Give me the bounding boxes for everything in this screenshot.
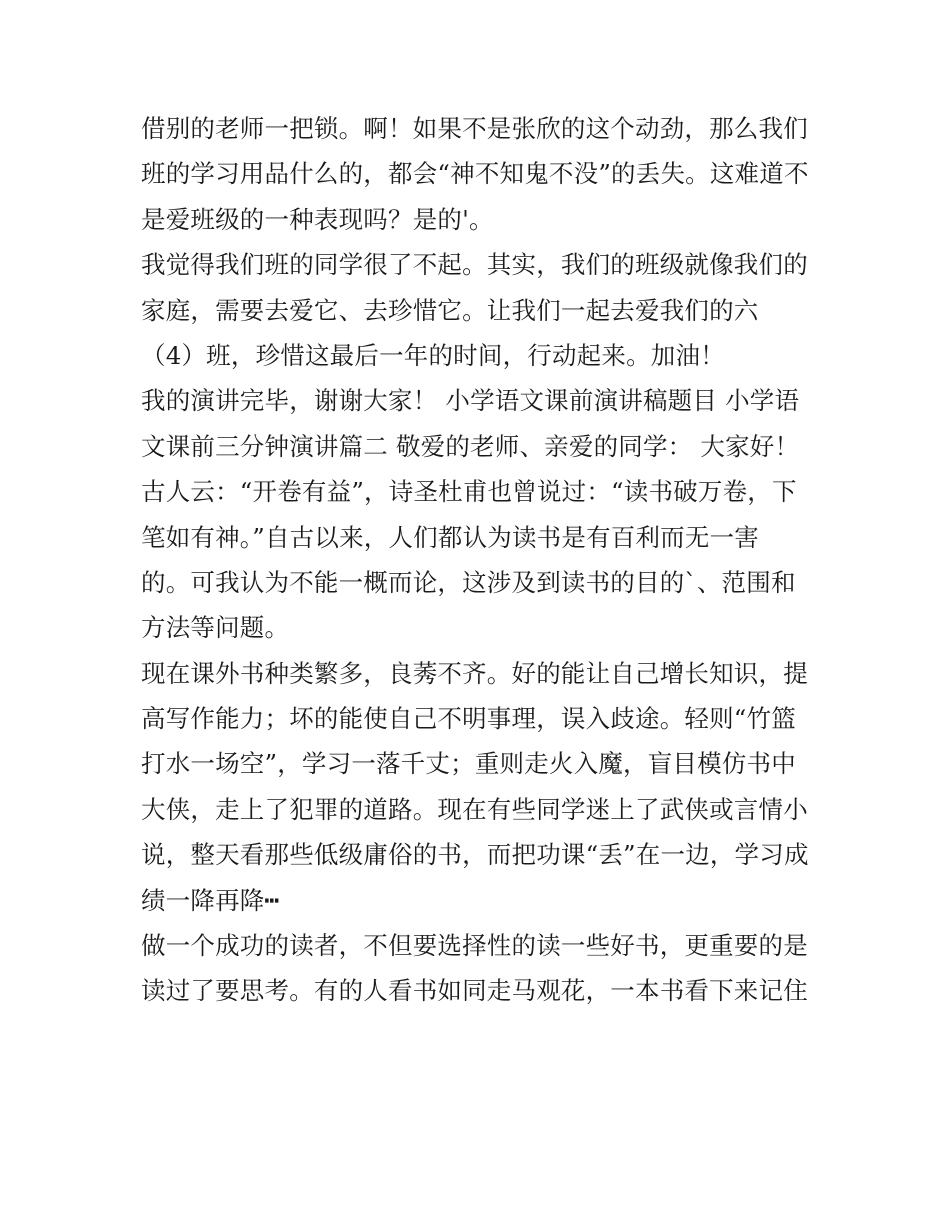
text-line-10: 笔如有神。”自古以来，人们都认为读书是有百利而无一害: [141, 522, 759, 552]
text-line-4: 我觉得我们班的同学很了不起。其实，我们的班级就像我们的: [141, 250, 808, 280]
text-line-8: 文课前三分钟演讲篇二 敬爱的老师、亲爱的同学： 大家好！: [141, 431, 800, 461]
text-line-7: 我的演讲完毕，谢谢大家！ 小学语文课前演讲稿题目 小学语: [141, 386, 800, 416]
text-line-3: 是爱班级的一种表现吗？是的'。: [141, 204, 494, 234]
text-line-11: 的。可我认为不能一概而论，这涉及到读书的目的`、范围和: [141, 567, 796, 597]
text-line-17: 说，整天看那些低级庸俗的书，而把功课“丢”在一边，学习成: [141, 840, 809, 870]
text-line-20: 读过了要思考。有的人看书如同走马观花，一本书看下来记住: [141, 976, 808, 1006]
text-line-13: 现在课外书种类繁多，良莠不齐。好的能让自己增长知识，提: [141, 658, 808, 688]
text-line-18: 绩一降再降┅: [141, 885, 280, 915]
text-line-2: 班的学习用品什么的，都会“神不知鬼不没”的丢失。这难道不: [141, 159, 809, 189]
text-line-14: 高写作能力；坏的能使自己不明事理，误入歧途。轻则“竹篮: [141, 704, 796, 734]
text-line-6: （4）班，珍惜这最后一年的时间，行动起来。加油！: [141, 340, 725, 370]
text-line-5: 家庭，需要去爱它、去珍惜它。让我们一起去爱我们的六: [141, 295, 759, 325]
text-line-19: 做一个成功的读者，不但要选择性的读一些好书，更重要的是: [141, 931, 808, 961]
text-line-15: 打水一场空”，学习一落千丈；重则走火入魔，盲目模仿书中: [141, 749, 796, 779]
text-line-1: 借别的老师一把锁。啊！如果不是张欣的这个动劲，那么我们: [141, 114, 808, 143]
text-line-9: 古人云：“开卷有益”，诗圣杜甫也曾说过：“读书破万卷，下: [141, 477, 797, 507]
text-line-12: 方法等问题。: [141, 613, 290, 643]
body-text: [141, 106, 821, 1014]
text-line-16: 大侠，走上了犯罪的道路。现在有些同学迷上了武侠或言情小: [141, 794, 808, 824]
